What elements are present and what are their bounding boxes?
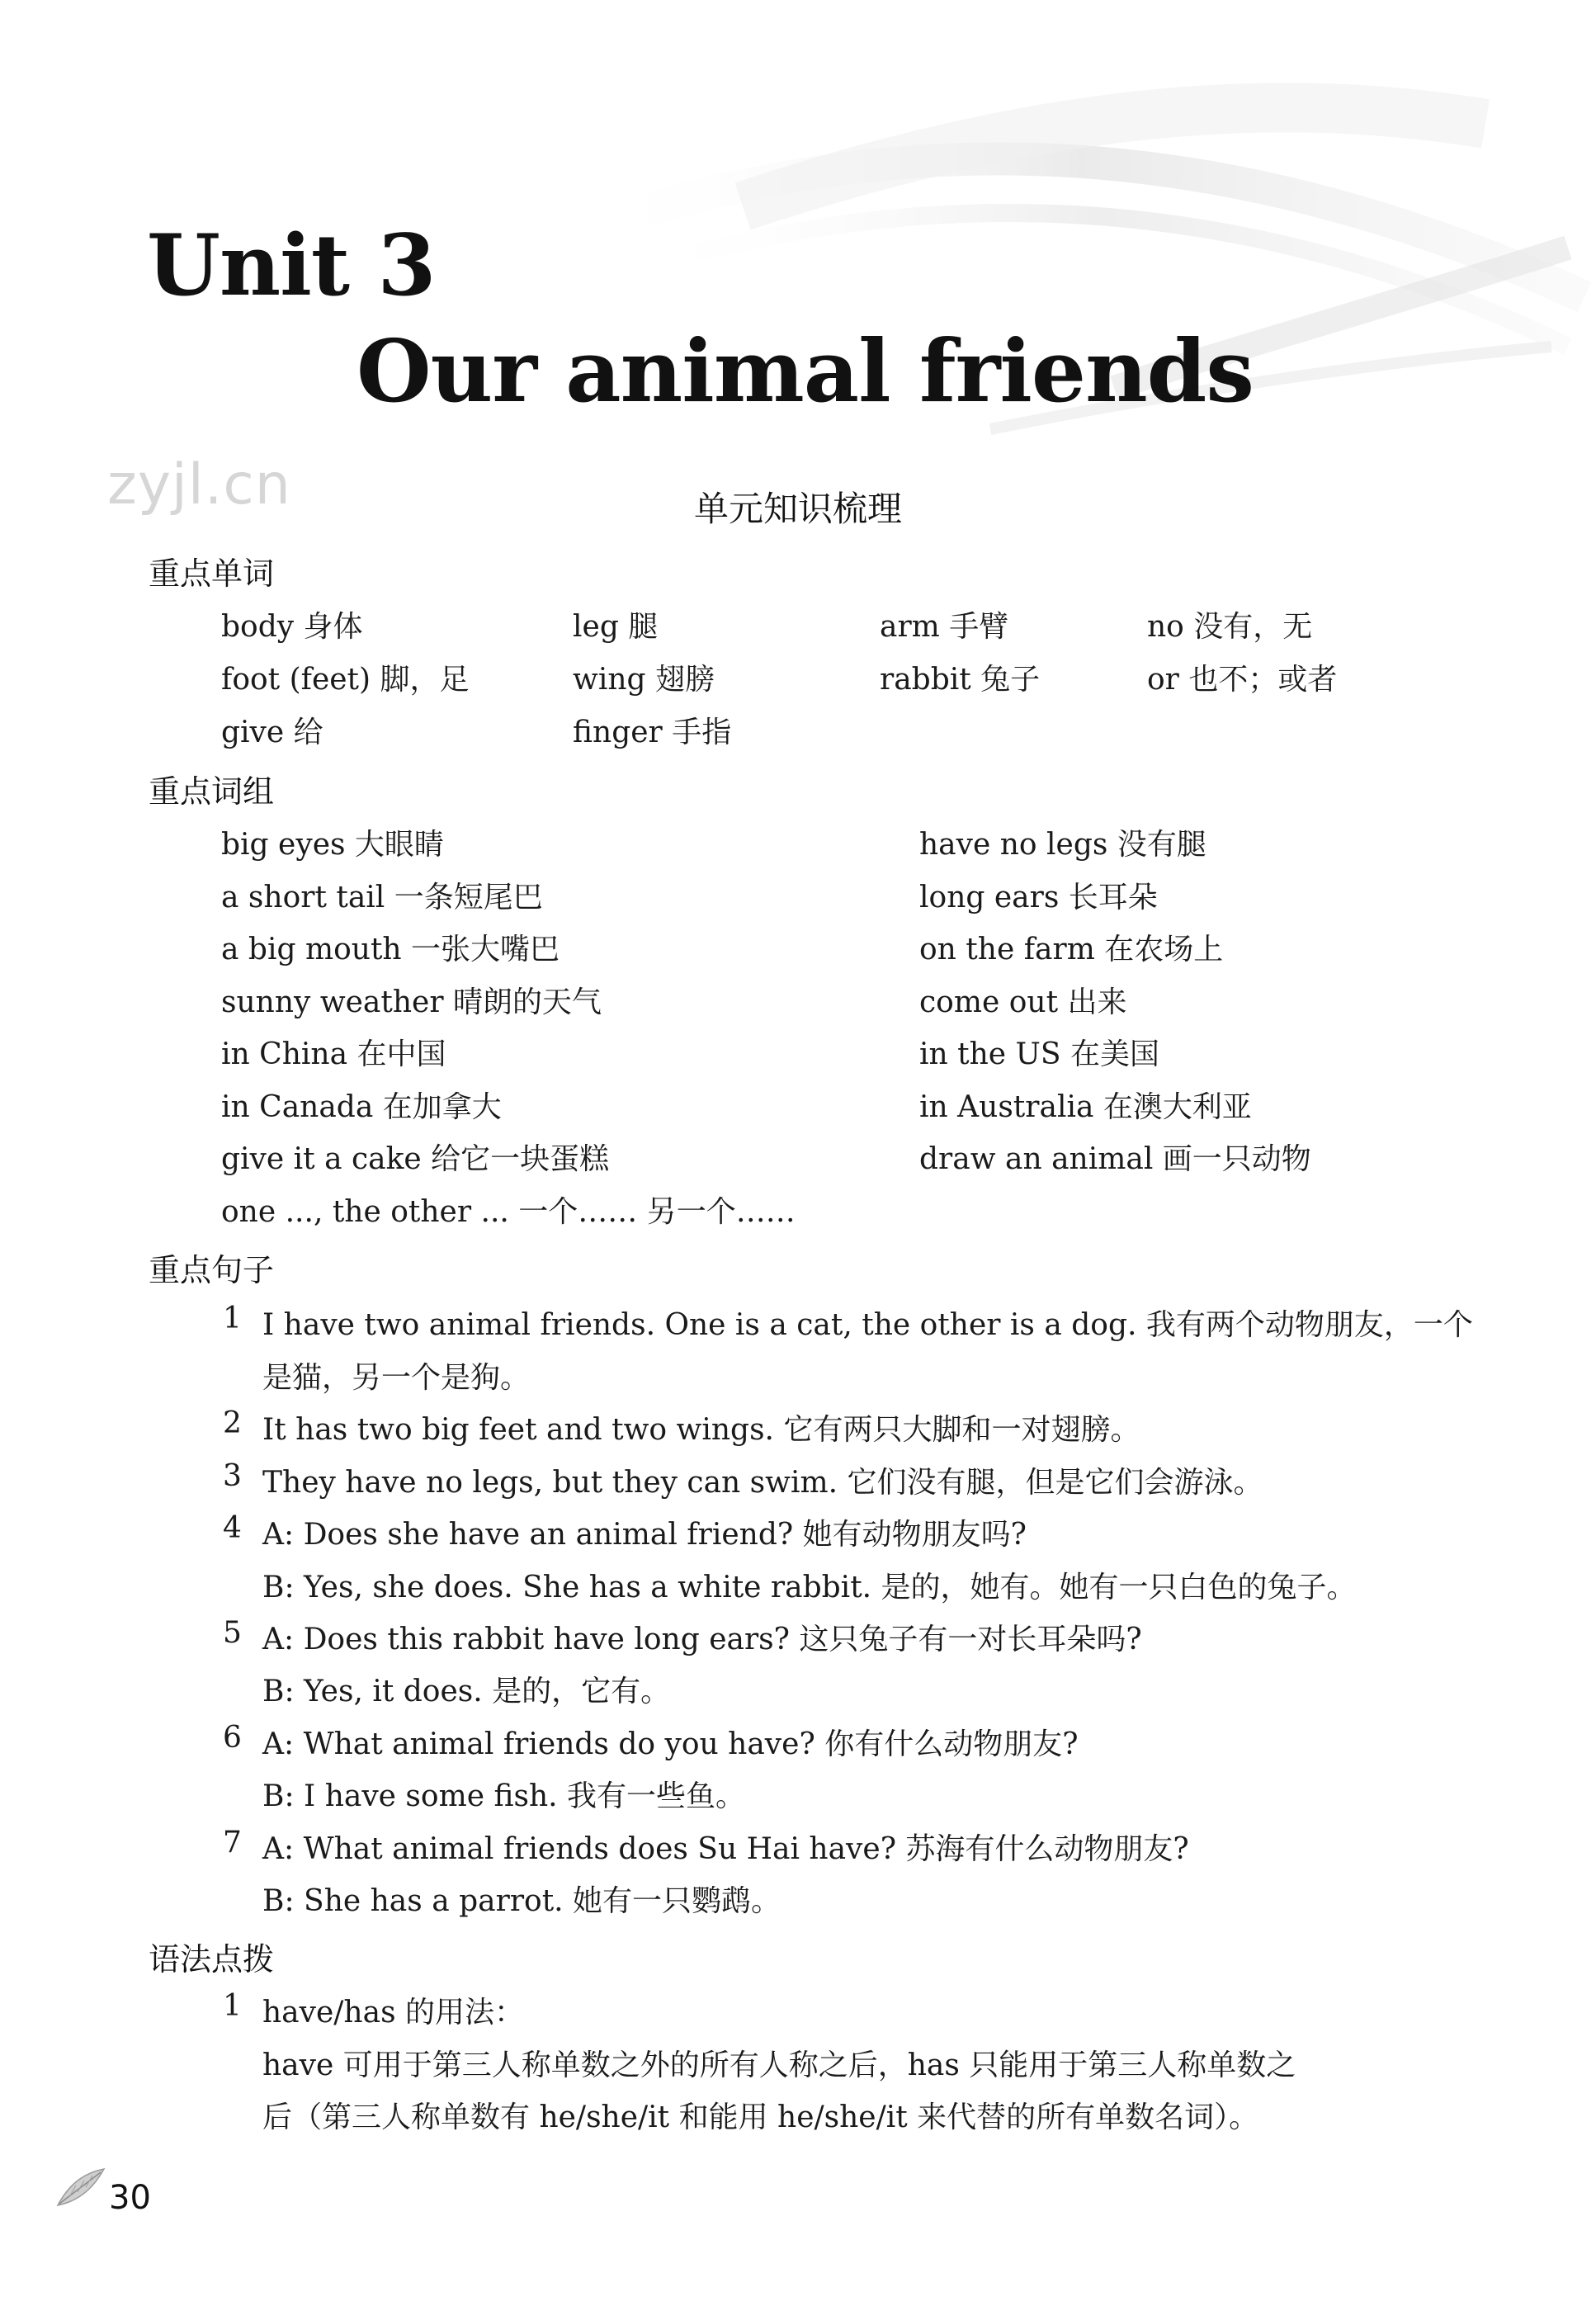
sentence-line: They have no legs, but they can swim. 它们没有腿，但是它们会游泳。 bbox=[262, 1466, 1263, 1500]
word-item: rabbit 兔子 bbox=[880, 663, 1041, 697]
word-item: foot (feet) 脚，足 bbox=[221, 663, 470, 697]
word-item: arm 手臂 bbox=[880, 610, 1009, 644]
word-item: finger 手指 bbox=[573, 716, 732, 749]
sentence-line: B: Yes, it does. 是的，它有。 bbox=[262, 1675, 671, 1708]
word-item: no 没有，无 bbox=[1147, 610, 1313, 644]
sentence-line: A: Does she have an animal friend? 她有动物朋友吗? bbox=[262, 1518, 1027, 1552]
sentence-number: 7 bbox=[223, 1826, 242, 1859]
grammar-line: 后（第三人称单数有 he/she/it 和能用 he/she/it 来代替的所有单数名词）。 bbox=[262, 2100, 1259, 2134]
sentence-line: I have two animal friends. One is a cat, the other is a dog. 我有两个动物朋友，一个 bbox=[262, 1308, 1473, 1342]
grammar-line: have/has 的用法： bbox=[262, 1996, 524, 2030]
phrase-item: sunny weather 晴朗的天气 bbox=[221, 985, 602, 1019]
phrase-item: long ears 长耳朵 bbox=[919, 881, 1158, 914]
watermark: zyjl.cn bbox=[107, 452, 291, 517]
word-item: wing 翅膀 bbox=[573, 663, 715, 697]
phrase-item: a big mouth 一张大嘴巴 bbox=[221, 933, 560, 966]
phrase-item: a short tail 一条短尾巴 bbox=[221, 881, 543, 914]
sentence-line: B: She has a parrot. 她有一只鹦鹉。 bbox=[262, 1884, 781, 1918]
unit-label: Unit 3 bbox=[147, 216, 436, 315]
phrase-item: in the US 在美国 bbox=[919, 1037, 1159, 1071]
phrase-item: on the farm 在农场上 bbox=[919, 933, 1224, 966]
sentence-number: 2 bbox=[223, 1406, 242, 1440]
key-sentences-heading: 重点句子 bbox=[149, 1252, 275, 1288]
phrase-item: in China 在中国 bbox=[221, 1037, 446, 1071]
grammar-heading: 语法点拨 bbox=[149, 1941, 275, 1978]
sentence-line: A: What animal friends does Su Hai have? 苏海有什么动物朋友? bbox=[262, 1832, 1189, 1866]
sentence-number: 4 bbox=[223, 1511, 242, 1545]
phrase-item: give it a cake 给它一块蛋糕 bbox=[221, 1142, 610, 1176]
phrase-item: have no legs 没有腿 bbox=[919, 828, 1206, 862]
leaf-icon bbox=[54, 2164, 107, 2214]
phrase-item: draw an animal 画一只动物 bbox=[919, 1142, 1311, 1176]
sentence-number: 6 bbox=[223, 1721, 242, 1755]
word-item: give 给 bbox=[221, 716, 323, 749]
sentence-number: 3 bbox=[223, 1459, 242, 1493]
key-phrases-heading: 重点词组 bbox=[149, 773, 275, 810]
unit-title: Our animal friends bbox=[357, 320, 1254, 422]
phrase-item: in Canada 在加拿大 bbox=[221, 1090, 502, 1124]
phrase-item: come out 出来 bbox=[919, 985, 1127, 1019]
sentence-line: It has two big feet and two wings. 它有两只大脚和一对翅膀。 bbox=[262, 1413, 1140, 1447]
word-item: or 也不；或者 bbox=[1147, 663, 1338, 697]
grammar-number: 1 bbox=[223, 1989, 242, 2023]
page-number: 30 bbox=[109, 2179, 151, 2217]
phrase-item: in Australia 在澳大利亚 bbox=[919, 1090, 1252, 1124]
sentence-line: A: Does this rabbit have long ears? 这只兔子有一对长耳朵吗? bbox=[262, 1623, 1142, 1656]
sentence-line: B: Yes, she does. She has a white rabbit. 是的，她有。她有一只白色的兔子。 bbox=[262, 1571, 1357, 1604]
sentence-line: 是猫，另一个是狗。 bbox=[262, 1361, 531, 1395]
key-words-heading: 重点单词 bbox=[149, 555, 275, 592]
phrase-item: one ..., the other ... 一个…… 另一个…… bbox=[221, 1195, 796, 1229]
section-heading: 单元知识梳理 bbox=[693, 489, 902, 529]
word-item: leg 腿 bbox=[573, 610, 659, 644]
phrase-item: big eyes 大眼睛 bbox=[221, 828, 444, 862]
sentence-number: 5 bbox=[223, 1616, 242, 1650]
grammar-line: have 可用于第三人称单数之外的所有人称之后，has 只能用于第三人称单数之 bbox=[262, 2048, 1296, 2082]
word-item: body 身体 bbox=[221, 610, 363, 644]
sentence-line: B: I have some fish. 我有一些鱼。 bbox=[262, 1779, 746, 1813]
sentence-line: A: What animal friends do you have? 你有什么动物朋友? bbox=[262, 1727, 1079, 1761]
sentence-number: 1 bbox=[223, 1302, 242, 1335]
